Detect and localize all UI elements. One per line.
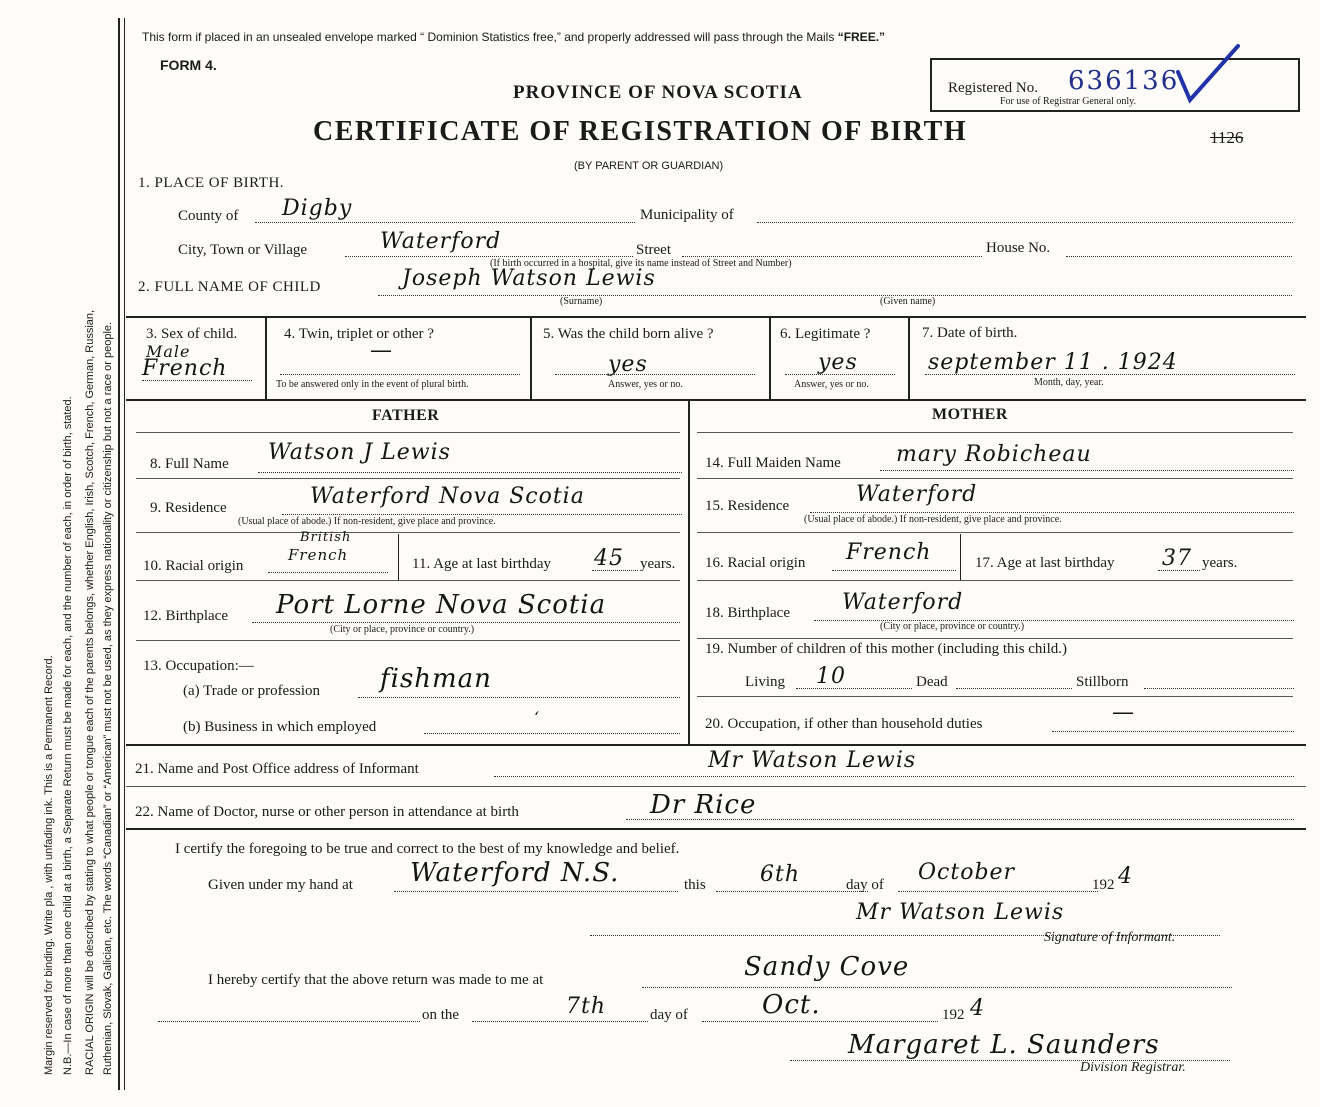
given-name-note: (Given name): [880, 296, 936, 307]
dead-line: [956, 688, 1072, 689]
father-birthplace-label: 12. Birthplace: [143, 608, 228, 624]
father-racial-line: [268, 572, 388, 573]
mother-occupation-value: —: [1112, 700, 1135, 725]
father-name-value: Watson J Lewis: [268, 440, 451, 465]
informant-line: [494, 776, 1294, 777]
given-place-line: [394, 891, 678, 892]
mother-racial-divider: [960, 534, 961, 580]
registrar-signature-label: Division Registrar.: [1080, 1060, 1186, 1075]
mother-name-label: 14. Full Maiden Name: [705, 455, 841, 471]
father-residence-label: 9. Residence: [150, 500, 227, 516]
twin-note: To be answered only in the event of plural birth.: [276, 379, 469, 390]
father-trade-value: fishman: [380, 664, 492, 694]
father-birthplace-note: (City or place, province or country.): [330, 624, 475, 635]
box-divider-1: [265, 316, 267, 400]
registrar-leading-line: [158, 1021, 420, 1022]
dead-label: Dead: [916, 674, 948, 690]
city-label: City, Town or Village: [178, 242, 308, 258]
mail-notice-text: This form if placed in an unsealed envelope marked “ Dominion Statistics free,” and properly addressed will pass through the Mails: [142, 30, 835, 44]
mother-residence-label: 15. Residence: [705, 498, 790, 514]
sex-value: Male: [146, 342, 191, 361]
dob-label: 7. Date of birth.: [922, 325, 1018, 341]
stillborn-line: [1144, 688, 1294, 689]
mother-residence-value: Waterford: [856, 482, 978, 507]
mother-birthplace-note: (City or place, province or country.): [880, 621, 1025, 632]
informant-label: 21. Name and Post Office address of Informant: [135, 761, 419, 777]
mother-racial-rule: [697, 580, 1293, 581]
house-no-label: House No.: [986, 240, 1051, 256]
county-value: Digby: [282, 196, 353, 221]
mother-heading-rule: [697, 432, 1293, 433]
father-racial-label: 10. Racial origin: [143, 558, 244, 574]
mother-occupation-line: [1052, 731, 1294, 732]
registrar-day-line: [472, 1021, 648, 1022]
father-heading-rule: [136, 432, 680, 433]
street-label: Street: [636, 242, 671, 258]
father-birthplace-line: [252, 622, 680, 623]
registrar-signature: Margaret L. Saunders: [848, 1030, 1160, 1060]
living-line: [796, 688, 912, 689]
father-occupation-label: 13. Occupation:—: [143, 658, 254, 674]
checkmark-icon: [1174, 42, 1244, 108]
mail-notice: [142, 30, 885, 44]
hospital-note: (If birth occurred in a hospital, give its name instead of Street and Number): [490, 258, 792, 269]
nb-note: N.B.—In case of more than one child at a birth, a Separate Return must be made for each, and the number of each, in order of birth, stated.: [62, 396, 74, 1075]
twin-value: —: [370, 338, 393, 363]
father-residence-note: (Usual place of abode.) If non-resident, give place and province.: [238, 516, 496, 527]
registered-label: Registered No.: [948, 80, 1038, 96]
child-name-line: [378, 295, 1292, 296]
racial-origin-note-2: Ruthenian, Slovak, Galician, etc. The words “Canadian” or “American” must not be used, as they express nationality or citizenship but not a race or people.: [102, 321, 114, 1075]
father-birthplace-rule: [136, 640, 680, 641]
dob-note: Month, day, year.: [1034, 377, 1104, 388]
twin-label: 4. Twin, triplet or other ?: [284, 326, 434, 342]
given-place-value: Waterford N.S.: [410, 858, 620, 888]
certify-statement: I certify the foregoing to be true and correct to the best of my knowledge and belief.: [175, 841, 680, 857]
boxes-bottom-border: [126, 399, 1306, 401]
legitimate-value: yes: [818, 350, 858, 375]
place-of-birth-label: 1. PLACE OF BIRTH.: [138, 175, 285, 191]
margin-note: Margin reserved for binding. Write pla , with unfading ink. This is a Permanent Record.: [43, 655, 55, 1075]
living-value: 10: [816, 664, 846, 689]
given-year-prefix: 192: [1092, 877, 1115, 893]
mother-age-unit: years.: [1202, 555, 1238, 571]
father-business-line: [424, 733, 680, 734]
day-of-label: day of: [846, 877, 884, 893]
form-number: FORM 4.: [160, 57, 217, 73]
father-age-value: 45: [594, 546, 624, 571]
box-divider-2: [530, 316, 532, 400]
father-residence-value: Waterford Nova Scotia: [310, 484, 585, 509]
box-divider-3: [769, 316, 771, 400]
father-name-label: 8. Full Name: [150, 456, 229, 472]
registrar-place-value: Sandy Cove: [744, 952, 910, 982]
alive-label: 5. Was the child born alive ?: [543, 326, 714, 342]
doctor-rule: [126, 828, 1306, 830]
street-line: [682, 256, 982, 257]
given-day-value: 6th: [760, 862, 801, 887]
mother-racial-line: [832, 570, 956, 571]
this-label: this: [684, 877, 706, 893]
mother-racial-label: 16. Racial origin: [705, 555, 806, 571]
racial-origin-note-1: RACIAL ORIGIN will be described by stating to what people or tongue each of the parents belongs, whether English, Irish, Scotch, French, German, Russian,: [84, 309, 96, 1075]
sex-label: 3. Sex of child.: [146, 326, 238, 342]
mother-residence-note: (Usual place of abode.) If non-resident, give place and province.: [804, 514, 1062, 525]
alive-line: [555, 374, 755, 375]
certificate-subtitle: (BY PARENT OR GUARDIAN): [574, 160, 724, 172]
mother-name-rule: [697, 478, 1293, 479]
surname-note: (Surname): [560, 296, 603, 307]
child-name-value: Joseph Watson Lewis: [402, 266, 656, 291]
registrar-place-line: [642, 987, 1232, 988]
doctor-value: Dr Rice: [650, 790, 757, 820]
mother-age-value: 37: [1162, 546, 1192, 571]
county-label: County of: [178, 208, 239, 224]
county-line: [255, 222, 635, 223]
mother-children-rule: [697, 696, 1293, 697]
father-racial-rule: [136, 580, 680, 581]
legitimate-label: 6. Legitimate ?: [780, 326, 871, 342]
mother-age-label: 17. Age at last birthday: [975, 555, 1115, 571]
twin-line: [280, 374, 520, 375]
mother-racial-value: French: [846, 540, 932, 565]
city-value: Waterford: [380, 229, 502, 254]
struck-number: 1126: [1210, 128, 1244, 147]
certificate-title: CERTIFICATE OF REGISTRATION OF BIRTH: [313, 116, 968, 147]
boxes-top-border: [126, 316, 1306, 318]
dob-value: september 11 . 1924: [928, 350, 1178, 375]
informant-value: Mr Watson Lewis: [708, 748, 917, 773]
father-business-value: ‘: [534, 708, 541, 727]
alive-value: yes: [608, 352, 648, 377]
father-birthplace-value: Port Lorne Nova Scotia: [276, 590, 607, 620]
father-name-line: [258, 472, 682, 473]
municipality-line: [757, 222, 1293, 223]
mother-children-label: 19. Number of children of this mother (including this child.): [705, 641, 1068, 657]
registrar-day-value: 7th: [566, 994, 607, 1019]
stillborn-label: Stillborn: [1076, 674, 1129, 690]
sex-value-2: French: [142, 356, 228, 381]
registrar-month-line: [702, 1021, 938, 1022]
father-trade-label: (a) Trade or profession: [183, 683, 321, 699]
child-name-label: 2. FULL NAME OF CHILD: [138, 279, 321, 295]
parents-bottom-border: [126, 744, 1306, 746]
registrar-year-prefix: 192: [942, 1007, 965, 1023]
mother-residence-line: [810, 512, 1294, 513]
municipality-label: Municipality of: [640, 207, 734, 223]
registrar-only-note: For use of Registrar General only.: [1000, 96, 1136, 107]
father-heading: FATHER: [372, 407, 440, 424]
informant-signature-label: Signature of Informant.: [1044, 930, 1176, 945]
father-age-unit: years.: [640, 556, 676, 572]
mother-birthplace-label: 18. Birthplace: [705, 605, 790, 621]
on-the-label: on the: [422, 1007, 460, 1023]
informant-rule: [126, 786, 1306, 787]
mail-notice-free: “FREE.”: [837, 30, 886, 44]
given-year-value: 4: [1118, 864, 1133, 889]
given-under-label: Given under my hand at: [208, 877, 353, 893]
house-no-line: [1066, 256, 1292, 257]
mother-residence-rule: [697, 532, 1293, 533]
mother-name-value: mary Robicheau: [896, 442, 1092, 467]
parents-divider: [688, 400, 690, 744]
informant-signature: Mr Watson Lewis: [856, 900, 1065, 925]
mother-birthplace-rule: [697, 638, 1293, 639]
box-divider-4: [908, 316, 910, 400]
registrar-month-value: Oct.: [762, 990, 821, 1020]
mother-name-line: [880, 470, 1294, 471]
father-racial-divider: [398, 534, 399, 580]
father-trade-line: [358, 697, 680, 698]
father-racial-value: French: [288, 546, 349, 564]
doctor-label: 22. Name of Doctor, nurse or other person in attendance at birth: [135, 804, 519, 820]
father-age-label: 11. Age at last birthday: [412, 556, 551, 572]
border-left-inner: [124, 18, 125, 1090]
sex-line: [142, 380, 252, 381]
legitimate-note: Answer, yes or no.: [794, 379, 869, 390]
province-heading: PROVINCE OF NOVA SCOTIA: [513, 82, 803, 103]
registrar-statement: I hereby certify that the above return was made to me at: [208, 972, 544, 988]
mother-occupation-label: 20. Occupation, if other than household duties: [705, 716, 983, 732]
legitimate-line: [785, 374, 895, 375]
registered-box: [930, 58, 1300, 112]
dob-line: [925, 374, 1295, 375]
registered-number: 636136: [1068, 66, 1180, 96]
father-residence-rule: [136, 532, 680, 533]
given-month-value: October: [918, 860, 1016, 885]
father-business-label: (b) Business in which employed: [183, 719, 377, 735]
father-racial-value-top: British: [300, 530, 352, 545]
mother-heading: MOTHER: [932, 406, 1008, 423]
father-residence-line: [282, 514, 682, 515]
city-line: [345, 256, 633, 257]
given-month-line: [898, 891, 1098, 892]
registrar-year-value: 4: [970, 996, 985, 1021]
border-left-outer: [118, 18, 120, 1090]
father-name-rule: [136, 478, 680, 479]
living-label: Living: [745, 674, 785, 690]
mother-birthplace-value: Waterford: [842, 590, 964, 615]
alive-note: Answer, yes or no.: [608, 379, 683, 390]
registrar-day-of-label: day of: [650, 1007, 688, 1023]
